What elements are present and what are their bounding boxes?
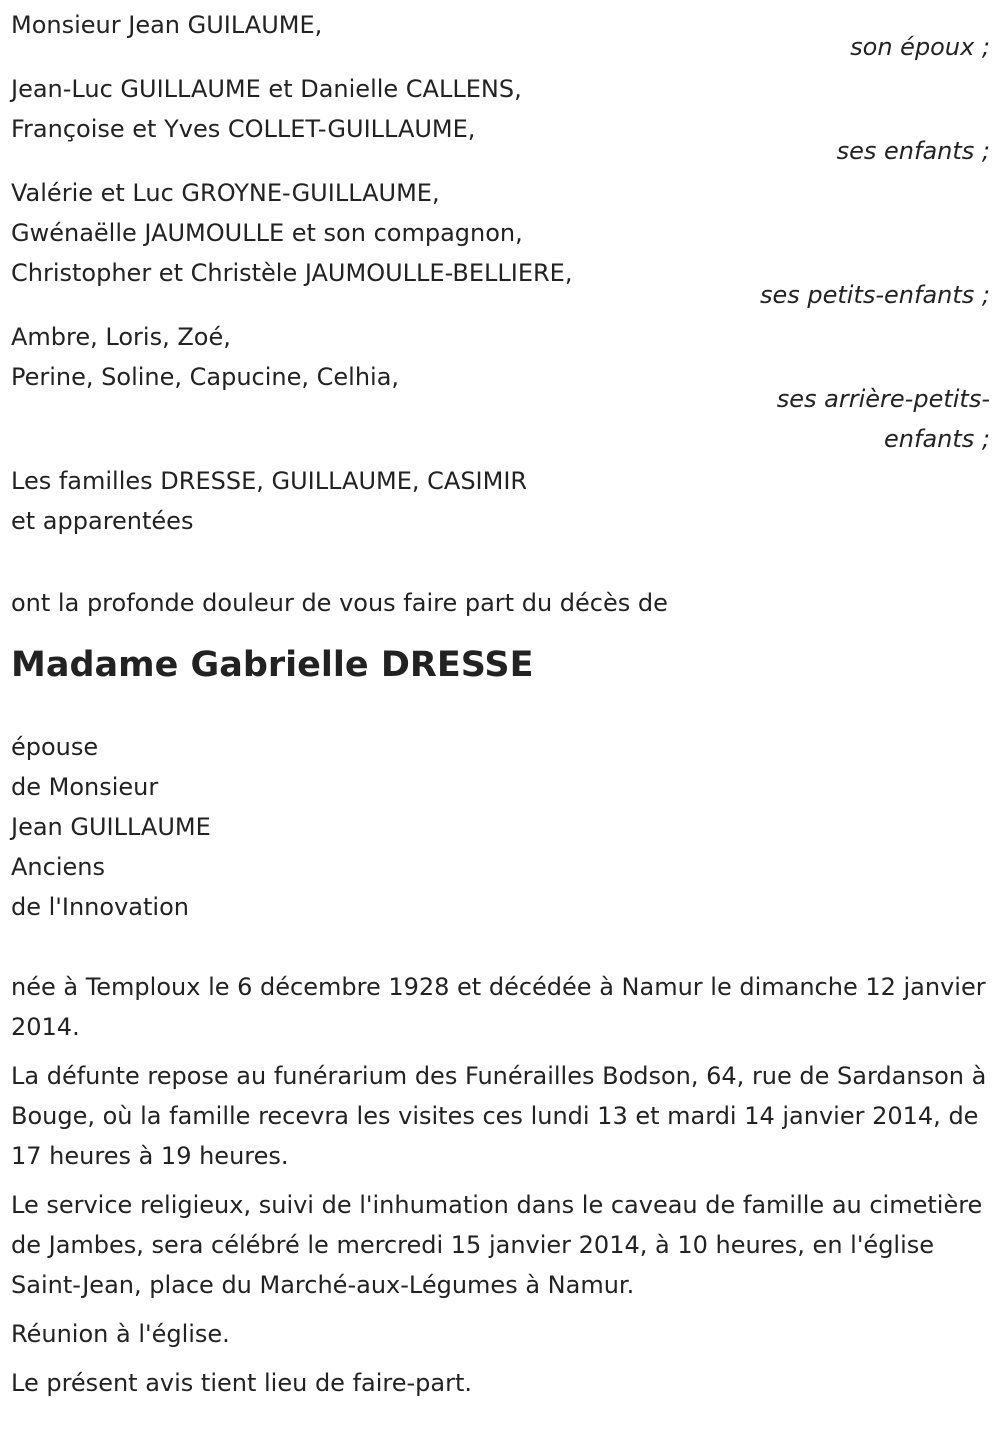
meeting-paragraph: Réunion à l'église. bbox=[11, 1320, 230, 1348]
deceased-name: Madame Gabrielle DRESSE bbox=[11, 645, 534, 685]
families-group bbox=[11, 461, 990, 541]
birth-death-paragraph: née à Temploux le 6 décembre 1928 et décédée à Namur le dimanche 12 janvier 2014. bbox=[11, 973, 986, 1041]
spouse-group bbox=[11, 5, 990, 67]
great-grandchild-name: Perine, Soline, Capucine, Celhia, bbox=[11, 363, 400, 391]
children-role: ses enfants ; bbox=[836, 137, 990, 165]
grandchildren-group bbox=[11, 173, 990, 315]
spacer bbox=[11, 623, 990, 643]
spouse-name: Monsieur Jean GUILAUME, bbox=[11, 11, 323, 39]
notice-body bbox=[11, 967, 990, 1403]
service-paragraph: Le service religieux, suivi de l'inhumation dans le caveau de famille au cimetière de Jambes, sera célébré le mercredi 15 janvier 2014, à 10 heures, en l'église Saint-Jean, place du Marché-aux-Légumes à Namur. bbox=[11, 1191, 983, 1299]
grandchild-name: Valérie et Luc GROYNE-GUILLAUME, bbox=[11, 179, 440, 207]
spacer bbox=[11, 927, 990, 967]
spacer bbox=[11, 687, 990, 727]
spacer bbox=[11, 543, 990, 583]
families-line: Les familles DRESSE, GUILLAUME, CASIMIR bbox=[11, 467, 528, 495]
announcement-text: ont la profonde douleur de vous faire part du décès de bbox=[11, 589, 668, 617]
detail-line: Jean GUILLAUME bbox=[11, 813, 211, 841]
detail-line: épouse bbox=[11, 733, 99, 761]
spouse-role: son époux ; bbox=[850, 33, 990, 61]
detail-line: de Monsieur bbox=[11, 773, 159, 801]
visitation-paragraph: La défunte repose au funérarium des Funérailles Bodson, 64, rue de Sardanson à Bouge, où la famille recevra les visites ces lundi 13 et mardi 14 janvier 2014, de 17 heures à 19 heures. bbox=[11, 1062, 987, 1170]
detail-line: Anciens bbox=[11, 853, 105, 881]
grandchild-name: Christopher et Christèle JAUMOULLE-BELLIERE, bbox=[11, 259, 573, 287]
great-grandchildren-role-line: ses arrière-petits- bbox=[776, 385, 990, 413]
child-name: Jean-Luc GUILLAUME et Danielle CALLENS, bbox=[11, 75, 522, 103]
families-line: et apparentées bbox=[11, 507, 194, 535]
grandchild-name: Gwénaëlle JAUMOULLE et son compagnon, bbox=[11, 219, 523, 247]
child-name: Françoise et Yves COLLET-GUILLAUME, bbox=[11, 115, 476, 143]
great-grandchildren-group bbox=[11, 317, 990, 459]
great-grandchild-name: Ambre, Loris, Zoé, bbox=[11, 323, 231, 351]
notice-paragraph: Le présent avis tient lieu de faire-part. bbox=[11, 1369, 473, 1397]
detail-line: de l'Innovation bbox=[11, 893, 189, 921]
grandchildren-role: ses petits-enfants ; bbox=[759, 281, 990, 309]
children-group bbox=[11, 69, 990, 171]
deceased-details bbox=[11, 727, 990, 927]
great-grandchildren-role-line: enfants ; bbox=[884, 425, 990, 453]
